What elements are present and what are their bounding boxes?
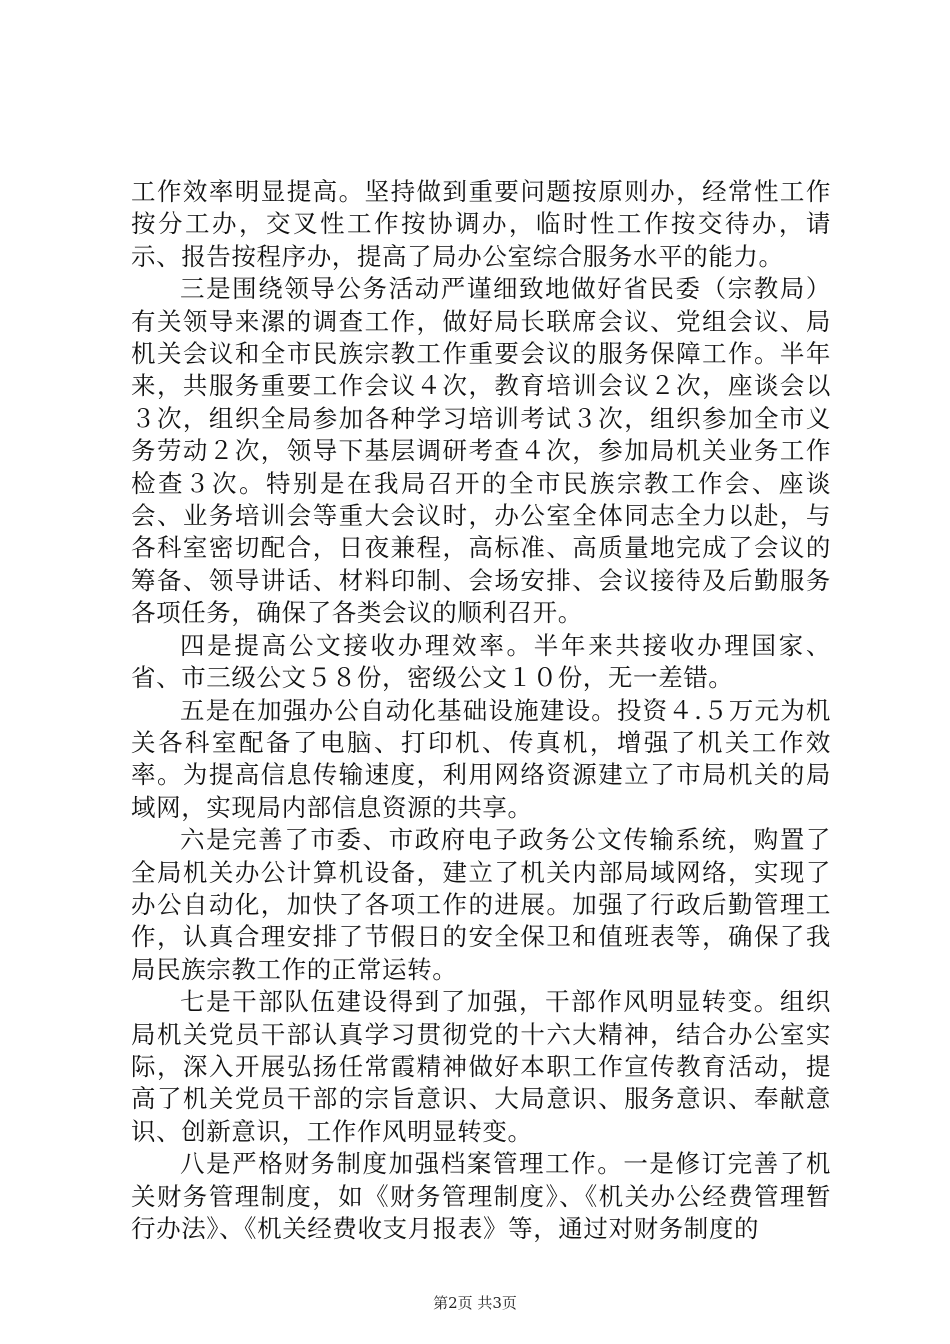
- paragraph: 八是严格财务制度加强档案管理工作。一是修订完善了机关财务管理制度，如《财务管理制度》、《机关办公经费管理暂行办法》、《机关经费收支月报表》等，通过对财务制度的: [131, 1149, 831, 1243]
- paragraph: 七是干部队伍建设得到了加强，干部作风明显转变。组织局机关党员干部认真学习贯彻党的十六大精神，结合办公室实际，深入开展弘扬任常霞精神做好本职工作宣传教育活动，提高了机关党员干部的宗旨意识、大局意识、服务意识、奉献意识、创新意识，工作作风明显转变。: [131, 987, 831, 1146]
- paragraph: 工作效率明显提高。坚持做到重要问题按原则办，经常性工作按分工办，交叉性工作按协调办，临时性工作按交待办，请示、报告按程序办，提高了局办公室综合服务水平的能力。: [131, 177, 831, 271]
- paragraph: 六是完善了市委、市政府电子政务公文传输系统，购置了全局机关办公计算机设备，建立了机关内部局域网络，实现了办公自动化，加快了各项工作的进展。加强了行政后勤管理工作，认真合理安排了节假日的安全保卫和值班表等，确保了我局民族宗教工作的正常运转。: [131, 825, 831, 984]
- page-footer: 第2页 共3页: [433, 1294, 517, 1312]
- paragraph: 四是提高公文接收办理效率。半年来共接收办理国家、省、市三级公文５８份，密级公文１０份，无一差错。: [131, 630, 831, 693]
- document-body: [131, 176, 831, 1245]
- paragraph: 五是在加强办公自动化基础设施建设。投资４.５万元为机关各科室配备了电脑、打印机、传真机，增强了机关工作效率。为提高信息传输速度，利用网络资源建立了市局机关的局域网，实现局内部信息资源的共享。: [131, 695, 831, 822]
- paragraph: 三是围绕领导公务活动严谨细致地做好省民委（宗教局）有关领导来漯的调查工作，做好局长联席会议、党组会议、局机关会议和全市民族宗教工作重要会议的服务保障工作。半年来，共服务重要工作会议４次，教育培训会议２次，座谈会以３次，组织全局参加各种学习培训考试３次，组织参加全市义务劳动２次，领导下基层调研考查４次，参加局机关业务工作检查３次。特别是在我局召开的全市民族宗教工作会、座谈会、业务培训会等重大会议时，办公室全体同志全力以赴，与各科室密切配合，日夜兼程，高标准、高质量地完成了会议的筹备、领导讲话、材料印制、会场安排、会议接待及后勤服务各项任务，确保了各类会议的顺利召开。: [131, 274, 831, 628]
